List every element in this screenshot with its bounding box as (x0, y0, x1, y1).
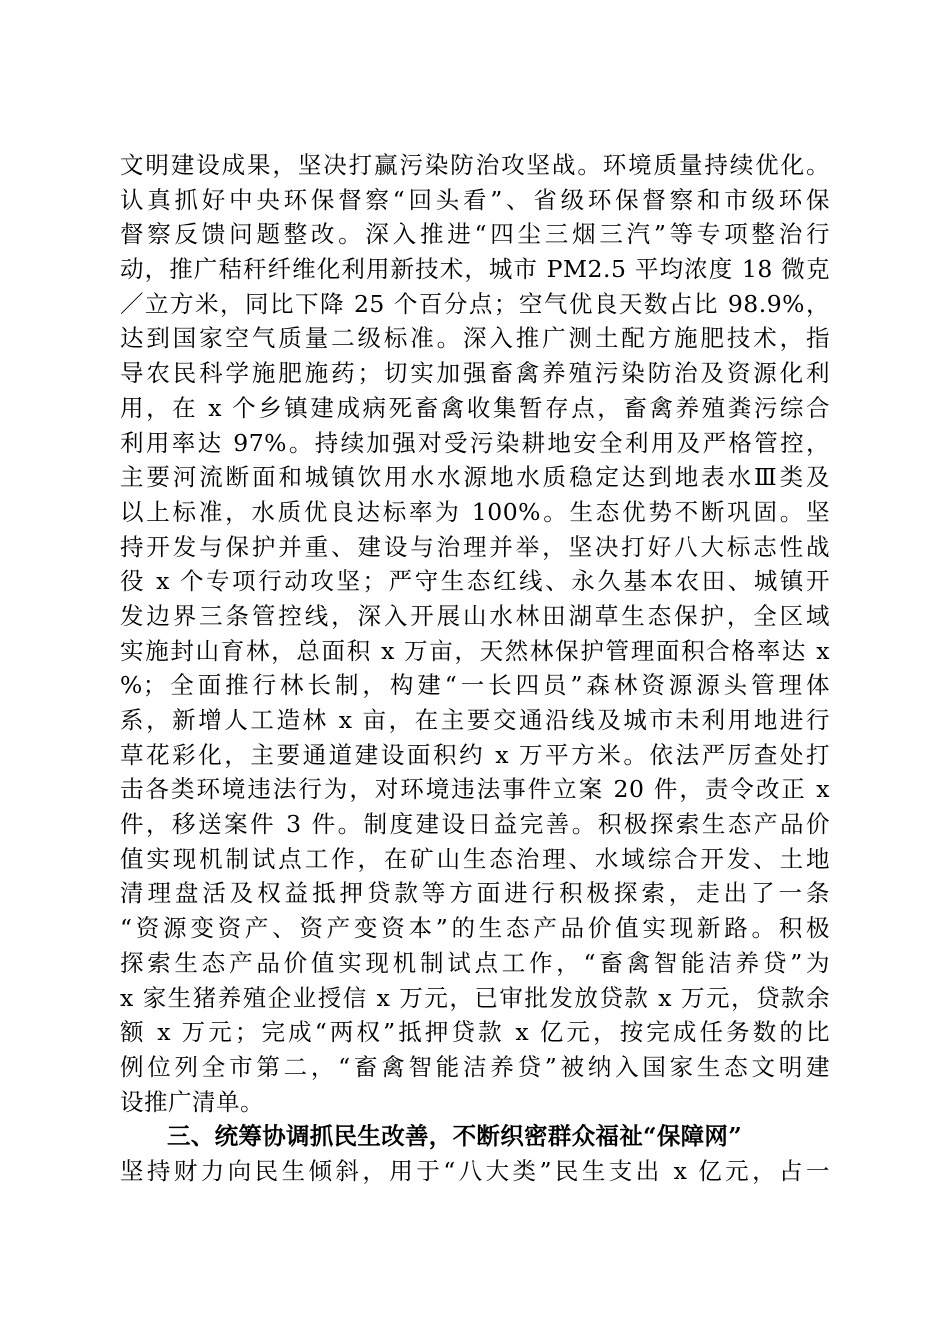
text-line: 坚持财力向民生倾斜，用于“八大类”民生支出 x 亿元，占一 (120, 1156, 830, 1185)
text-line: 督察反馈问题整改。深入推进“四尘三烟三汽”等专项整治行 (120, 220, 830, 249)
text-line: x 家生猪养殖企业授信 x 万元，已审批发放贷款 x 万元，贷款余 (120, 983, 830, 1012)
text-line: 件，移送案件 3 件。制度建设日益完善。积极探索生态产品价 (120, 810, 830, 839)
text-line: 主要河流断面和城镇饮用水水源地水质稳定达到地表水Ⅲ类及 (120, 463, 830, 492)
text-line: 实施封山育林，总面积 x 万亩，天然林保护管理面积合格率达 x (120, 636, 830, 665)
text-line: 例位列全市第二，“畜禽智能洁养贷”被纳入国家生态文明建 (120, 1052, 830, 1081)
text-line: 草花彩化，主要通道建设面积约 x 万平方米。依法严厉查处打 (120, 740, 830, 769)
text-line: 值实现机制试点工作，在矿山生态治理、水域综合开发、土地 (120, 844, 830, 873)
section-heading: 三、统筹协调抓民生改善，不断织密群众福祉“保障网” (167, 1122, 743, 1151)
text-line-paragraph-end: 设推广清单。 (120, 1087, 264, 1116)
text-line: ／立方米，同比下降 25 个百分点；空气优良天数占比 98.9%， (120, 289, 830, 318)
document-body (120, 148, 830, 1189)
text-line: 持开发与保护并重、建设与治理并举，坚决打好八大标志性战 (120, 532, 830, 561)
text-line: 以上标准，水质优良达标率为 100%。生态优势不断巩固。坚 (120, 497, 830, 526)
text-line: 探索生态产品价值实现机制试点工作，“畜禽智能洁养贷”为 (120, 948, 830, 977)
text-line: 清理盘活及权益抵押贷款等方面进行积极探索，走出了一条 (120, 879, 830, 908)
text-line: “资源变资产、资产变资本”的生态产品价值实现新路。积极 (120, 914, 830, 943)
text-line: 发边界三条管控线，深入开展山水林田湖草生态保护，全区域 (120, 601, 830, 630)
text-line: 认真抓好中央环保督察“回头看”、省级环保督察和市级环保 (120, 185, 830, 214)
text-line: 用，在 x 个乡镇建成病死畜禽收集暂存点，畜禽养殖粪污综合 (120, 393, 830, 422)
text-line: 文明建设成果，坚决打赢污染防治攻坚战。环境质量持续优化。 (120, 151, 830, 179)
text-line: 达到国家空气质量二级标准。深入推广测土配方施肥技术，指 (120, 324, 830, 353)
text-line: 动，推广秸秆纤维化利用新技术，城市 PM2.5 平均浓度 18 微克 (120, 255, 830, 284)
text-line: 导农民科学施肥施药；切实加强畜禽养殖污染防治及资源化利 (120, 359, 830, 388)
text-line: 击各类环境违法行为，对环境违法事件立案 20 件，责令改正 x (120, 775, 830, 804)
text-line: 系，新增人工造林 x 亩，在主要交通沿线及城市未利用地进行 (120, 706, 830, 734)
text-line: 额 x 万元；完成“两权”抵押贷款 x 亿元，按完成任务数的比 (120, 1018, 830, 1047)
text-line: %；全面推行林长制，构建“一长四员”森林资源源头管理体 (120, 671, 830, 700)
text-line: 利用率达 97%。持续加强对受污染耕地安全利用及严格管控， (120, 428, 830, 457)
text-line: 役 x 个专项行动攻坚；严守生态红线、永久基本农田、城镇开 (120, 567, 830, 596)
